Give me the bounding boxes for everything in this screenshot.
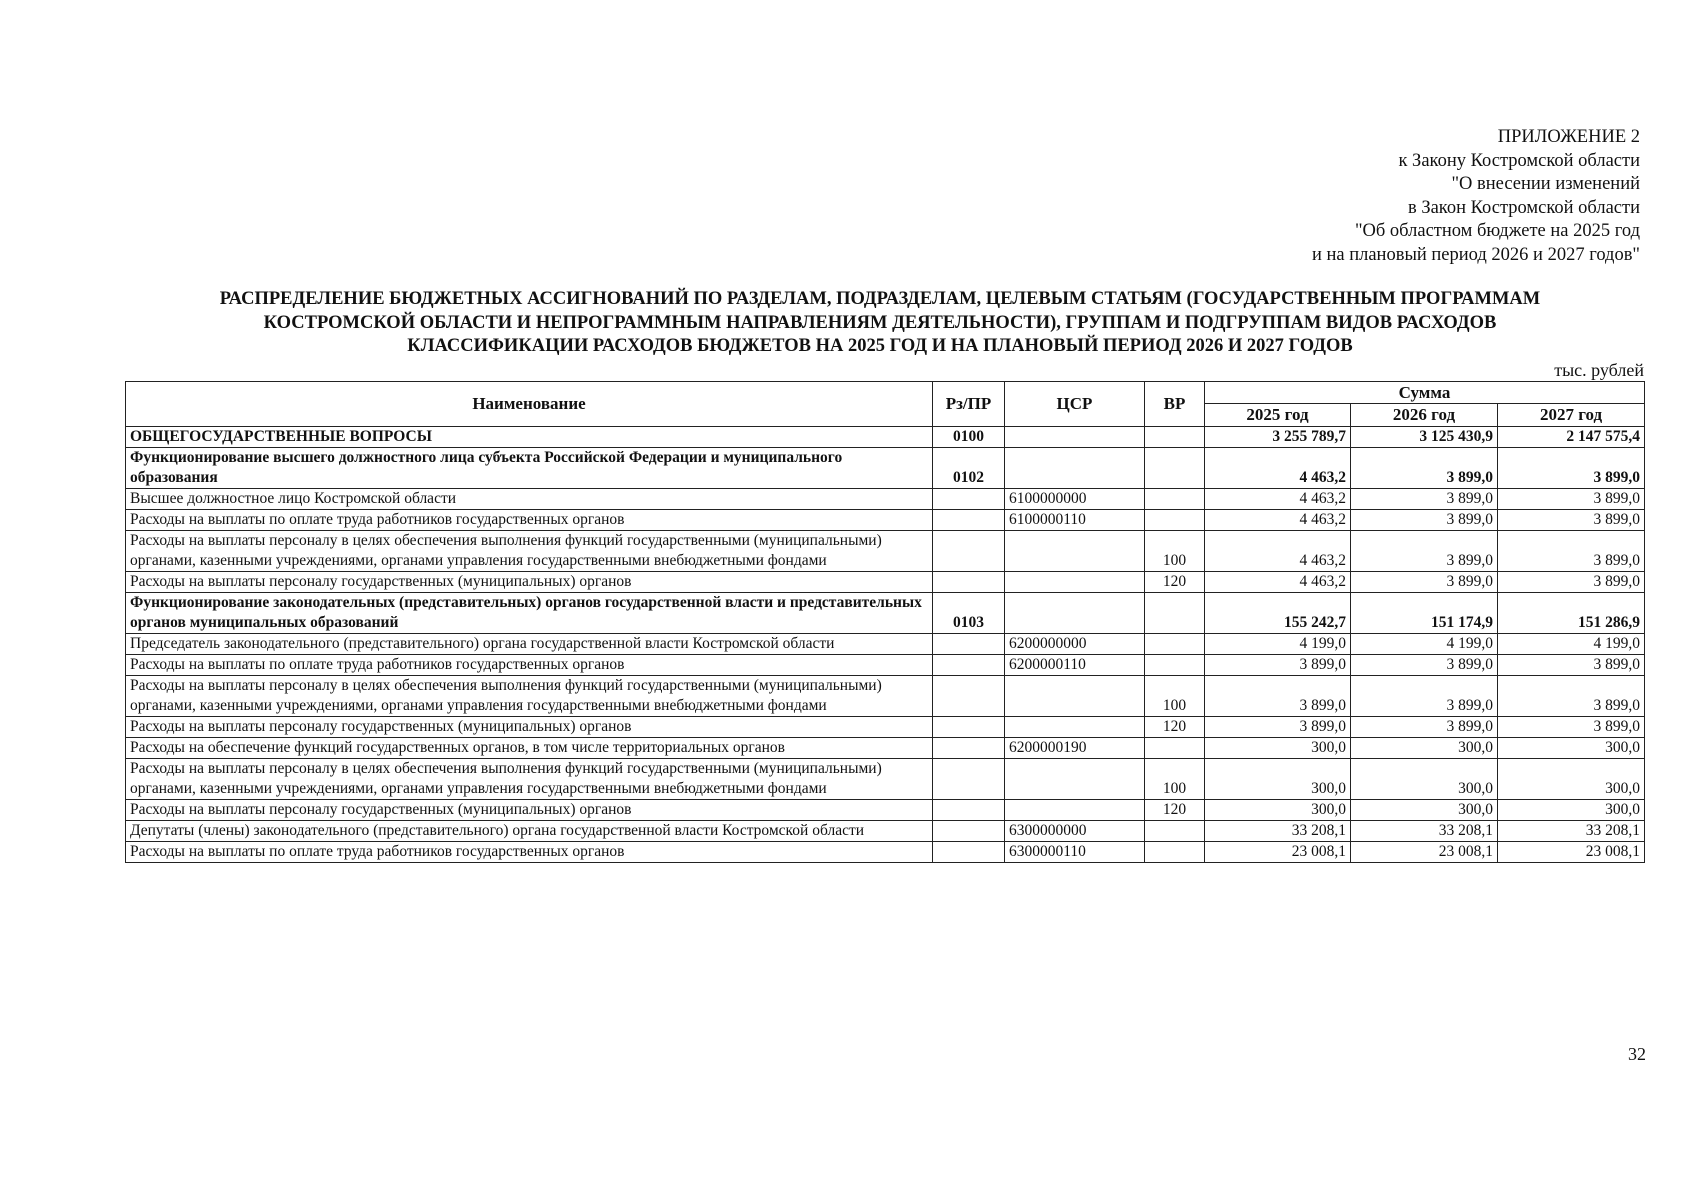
row-rzpr-cell — [933, 717, 1005, 738]
row-2026-cell: 23 008,1 — [1351, 842, 1498, 863]
document-title — [120, 288, 1640, 359]
row-2025-cell: 4 463,2 — [1205, 448, 1351, 489]
row-name-cell: Расходы на выплаты персоналу государственных (муниципальных) органов — [126, 800, 933, 821]
row-name-cell: Расходы на выплаты персоналу государственных (муниципальных) органов — [126, 572, 933, 593]
table-row — [126, 842, 1645, 863]
row-vr-cell — [1145, 448, 1205, 489]
row-2025-cell: 300,0 — [1205, 738, 1351, 759]
row-name-cell: Расходы на обеспечение функций государственных органов, в том числе территориальных органов — [126, 738, 933, 759]
row-2025-cell: 3 899,0 — [1205, 676, 1351, 717]
table-row — [126, 676, 1645, 717]
row-2025-cell: 3 899,0 — [1205, 655, 1351, 676]
row-2027-cell: 3 899,0 — [1498, 448, 1645, 489]
row-vr-cell — [1145, 489, 1205, 510]
row-csr-cell — [1005, 531, 1145, 572]
row-vr-cell: 120 — [1145, 572, 1205, 593]
row-2027-cell: 2 147 575,4 — [1498, 427, 1645, 448]
row-2026-cell: 33 208,1 — [1351, 821, 1498, 842]
table-row — [126, 489, 1645, 510]
row-2027-cell: 151 286,9 — [1498, 593, 1645, 634]
header-2027: 2027 год — [1498, 404, 1645, 427]
appendix-line: "О внесении изменений — [1451, 174, 1640, 194]
row-name-cell: ОБЩЕГОСУДАРСТВЕННЫЕ ВОПРОСЫ — [126, 427, 933, 448]
row-name-cell: Расходы на выплаты персоналу в целях обеспечения выполнения функций государственными (муниципальными) органами, казенными учреждениями, органами управления государственными внебюджетными фондами — [126, 759, 933, 800]
row-2026-cell: 3 899,0 — [1351, 717, 1498, 738]
row-csr-cell — [1005, 572, 1145, 593]
row-2026-cell: 300,0 — [1351, 759, 1498, 800]
row-vr-cell: 100 — [1145, 676, 1205, 717]
row-csr-cell — [1005, 759, 1145, 800]
row-2026-cell: 300,0 — [1351, 800, 1498, 821]
row-rzpr-cell — [933, 510, 1005, 531]
row-name-cell: Расходы на выплаты персоналу государственных (муниципальных) органов — [126, 717, 933, 738]
row-2027-cell: 3 899,0 — [1498, 655, 1645, 676]
row-2025-cell: 33 208,1 — [1205, 821, 1351, 842]
row-2026-cell: 3 899,0 — [1351, 531, 1498, 572]
row-2025-cell: 4 463,2 — [1205, 489, 1351, 510]
row-2026-cell: 3 899,0 — [1351, 489, 1498, 510]
header-sum: Сумма — [1205, 382, 1645, 404]
row-2027-cell: 3 899,0 — [1498, 510, 1645, 531]
header-2026: 2026 год — [1351, 404, 1498, 427]
row-rzpr-cell — [933, 572, 1005, 593]
row-csr-cell — [1005, 448, 1145, 489]
row-rzpr-cell: 0102 — [933, 448, 1005, 489]
row-2027-cell: 3 899,0 — [1498, 676, 1645, 717]
row-name-cell: Функционирование законодательных (представительных) органов государственной власти и представительных органов муниципальных образований — [126, 593, 933, 634]
header-name: Наименование — [126, 382, 933, 427]
row-2026-cell: 3 899,0 — [1351, 572, 1498, 593]
row-2026-cell: 3 899,0 — [1351, 510, 1498, 531]
row-rzpr-cell — [933, 759, 1005, 800]
table-row — [126, 717, 1645, 738]
row-2025-cell: 4 463,2 — [1205, 572, 1351, 593]
row-name-cell: Расходы на выплаты по оплате труда работников государственных органов — [126, 510, 933, 531]
row-csr-cell: 6100000000 — [1005, 489, 1145, 510]
row-rzpr-cell — [933, 634, 1005, 655]
title-line: РАСПРЕДЕЛЕНИЕ БЮДЖЕТНЫХ АССИГНОВАНИЙ ПО РАЗДЕЛАМ, ПОДРАЗДЕЛАМ, ЦЕЛЕВЫМ СТАТЬЯМ (ГОСУДАРСТВЕННЫМ ПРОГРАММАМ — [219, 289, 1541, 309]
row-2026-cell: 4 199,0 — [1351, 634, 1498, 655]
row-rzpr-cell: 0100 — [933, 427, 1005, 448]
table-row — [126, 738, 1645, 759]
row-csr-cell — [1005, 676, 1145, 717]
row-rzpr-cell — [933, 676, 1005, 717]
row-name-cell: Расходы на выплаты персоналу в целях обеспечения выполнения функций государственными (муниципальными) органами, казенными учреждениями, органами управления государственными внебюджетными фондами — [126, 531, 933, 572]
row-2027-cell: 300,0 — [1498, 759, 1645, 800]
appendix-line: в Закон Костромской области — [1407, 197, 1640, 218]
table-row — [126, 531, 1645, 572]
table-row — [126, 759, 1645, 800]
row-vr-cell: 100 — [1145, 759, 1205, 800]
table-row — [126, 634, 1645, 655]
row-2026-cell: 151 174,9 — [1351, 593, 1498, 634]
row-name-cell: Председатель законодательного (представительного) органа государственной власти Костромской области — [126, 634, 933, 655]
row-2025-cell: 3 255 789,7 — [1205, 427, 1351, 448]
row-2027-cell: 4 199,0 — [1498, 634, 1645, 655]
header-rzpr: Рз/ПР — [933, 382, 1005, 427]
row-csr-cell — [1005, 717, 1145, 738]
row-2025-cell: 300,0 — [1205, 800, 1351, 821]
row-name-cell: Функционирование высшего должностного лица субъекта Российской Федерации и муниципального образования — [126, 448, 933, 489]
row-csr-cell — [1005, 593, 1145, 634]
row-csr-cell: 6200000190 — [1005, 738, 1145, 759]
table-row — [126, 427, 1645, 448]
row-name-cell: Расходы на выплаты по оплате труда работников государственных органов — [126, 842, 933, 863]
row-2026-cell: 300,0 — [1351, 738, 1498, 759]
row-rzpr-cell — [933, 800, 1005, 821]
row-2027-cell: 300,0 — [1498, 738, 1645, 759]
row-2027-cell: 3 899,0 — [1498, 572, 1645, 593]
row-rzpr-cell: 0103 — [933, 593, 1005, 634]
row-rzpr-cell — [933, 531, 1005, 572]
row-2026-cell: 3 899,0 — [1351, 655, 1498, 676]
table-row — [126, 572, 1645, 593]
row-csr-cell — [1005, 800, 1145, 821]
header-vr: ВР — [1145, 382, 1205, 427]
appendix-header — [1312, 126, 1640, 267]
table-row — [126, 821, 1645, 842]
header-csr: ЦСР — [1005, 382, 1145, 427]
appendix-line: "Об областном бюджете на 2025 год — [1354, 221, 1640, 241]
table-row — [126, 510, 1645, 531]
row-2027-cell: 33 208,1 — [1498, 821, 1645, 842]
row-2025-cell: 23 008,1 — [1205, 842, 1351, 863]
row-rzpr-cell — [933, 655, 1005, 676]
units-label: тыс. рублей — [1554, 360, 1644, 380]
row-name-cell: Высшее должностное лицо Костромской области — [126, 489, 933, 510]
row-csr-cell: 6100000110 — [1005, 510, 1145, 531]
row-rzpr-cell — [933, 738, 1005, 759]
row-2026-cell: 3 125 430,9 — [1351, 427, 1498, 448]
row-vr-cell: 100 — [1145, 531, 1205, 572]
row-vr-cell — [1145, 842, 1205, 863]
row-vr-cell: 120 — [1145, 800, 1205, 821]
row-2027-cell: 3 899,0 — [1498, 531, 1645, 572]
table-row — [126, 800, 1645, 821]
row-vr-cell — [1145, 510, 1205, 531]
row-2027-cell: 23 008,1 — [1498, 842, 1645, 863]
row-vr-cell — [1145, 593, 1205, 634]
row-name-cell: Расходы на выплаты персоналу в целях обеспечения выполнения функций государственными (муниципальными) органами, казенными учреждениями, органами управления государственными внебюджетными фондами — [126, 676, 933, 717]
row-name-cell: Депутаты (члены) законодательного (представительного) органа государственной власти Костромской области — [126, 821, 933, 842]
row-rzpr-cell — [933, 842, 1005, 863]
table-body — [126, 427, 1645, 863]
appendix-line: и на плановый период 2026 и 2027 годов" — [1311, 244, 1640, 265]
row-csr-cell: 6300000000 — [1005, 821, 1145, 842]
row-2025-cell: 4 463,2 — [1205, 531, 1351, 572]
table-row — [126, 593, 1645, 634]
budget-table — [125, 381, 1645, 863]
table-row — [126, 448, 1645, 489]
row-vr-cell: 120 — [1145, 717, 1205, 738]
row-csr-cell: 6300000110 — [1005, 842, 1145, 863]
appendix-line: к Закону Костромской области — [1398, 150, 1640, 171]
row-2025-cell: 155 242,7 — [1205, 593, 1351, 634]
row-vr-cell — [1145, 738, 1205, 759]
row-2025-cell: 3 899,0 — [1205, 717, 1351, 738]
row-csr-cell — [1005, 427, 1145, 448]
row-2025-cell: 300,0 — [1205, 759, 1351, 800]
row-2027-cell: 3 899,0 — [1498, 489, 1645, 510]
appendix-line: ПРИЛОЖЕНИЕ 2 — [1497, 127, 1640, 147]
row-2025-cell: 4 199,0 — [1205, 634, 1351, 655]
page-number: 32 — [1628, 1044, 1646, 1064]
row-csr-cell: 6200000000 — [1005, 634, 1145, 655]
row-rzpr-cell — [933, 489, 1005, 510]
title-line: КЛАССИФИКАЦИИ РАСХОДОВ БЮДЖЕТОВ НА 2025 ГОД И НА ПЛАНОВЫЙ ПЕРИОД 2026 И 2027 ГОДОВ — [407, 336, 1353, 356]
row-2026-cell: 3 899,0 — [1351, 448, 1498, 489]
row-vr-cell — [1145, 427, 1205, 448]
row-vr-cell — [1145, 821, 1205, 842]
row-vr-cell — [1145, 655, 1205, 676]
row-rzpr-cell — [933, 821, 1005, 842]
row-2025-cell: 4 463,2 — [1205, 510, 1351, 531]
title-line: КОСТРОМСКОЙ ОБЛАСТИ И НЕПРОГРАММНЫМ НАПРАВЛЕНИЯМ ДЕЯТЕЛЬНОСТИ), ГРУППАМ И ПОДГРУППАМ ВИДОВ РАСХОДОВ — [263, 312, 1497, 333]
row-2027-cell: 3 899,0 — [1498, 717, 1645, 738]
row-csr-cell: 6200000110 — [1005, 655, 1145, 676]
row-vr-cell — [1145, 634, 1205, 655]
table-row — [126, 655, 1645, 676]
header-2025: 2025 год — [1205, 404, 1351, 427]
row-2027-cell: 300,0 — [1498, 800, 1645, 821]
row-2026-cell: 3 899,0 — [1351, 676, 1498, 717]
row-name-cell: Расходы на выплаты по оплате труда работников государственных органов — [126, 655, 933, 676]
